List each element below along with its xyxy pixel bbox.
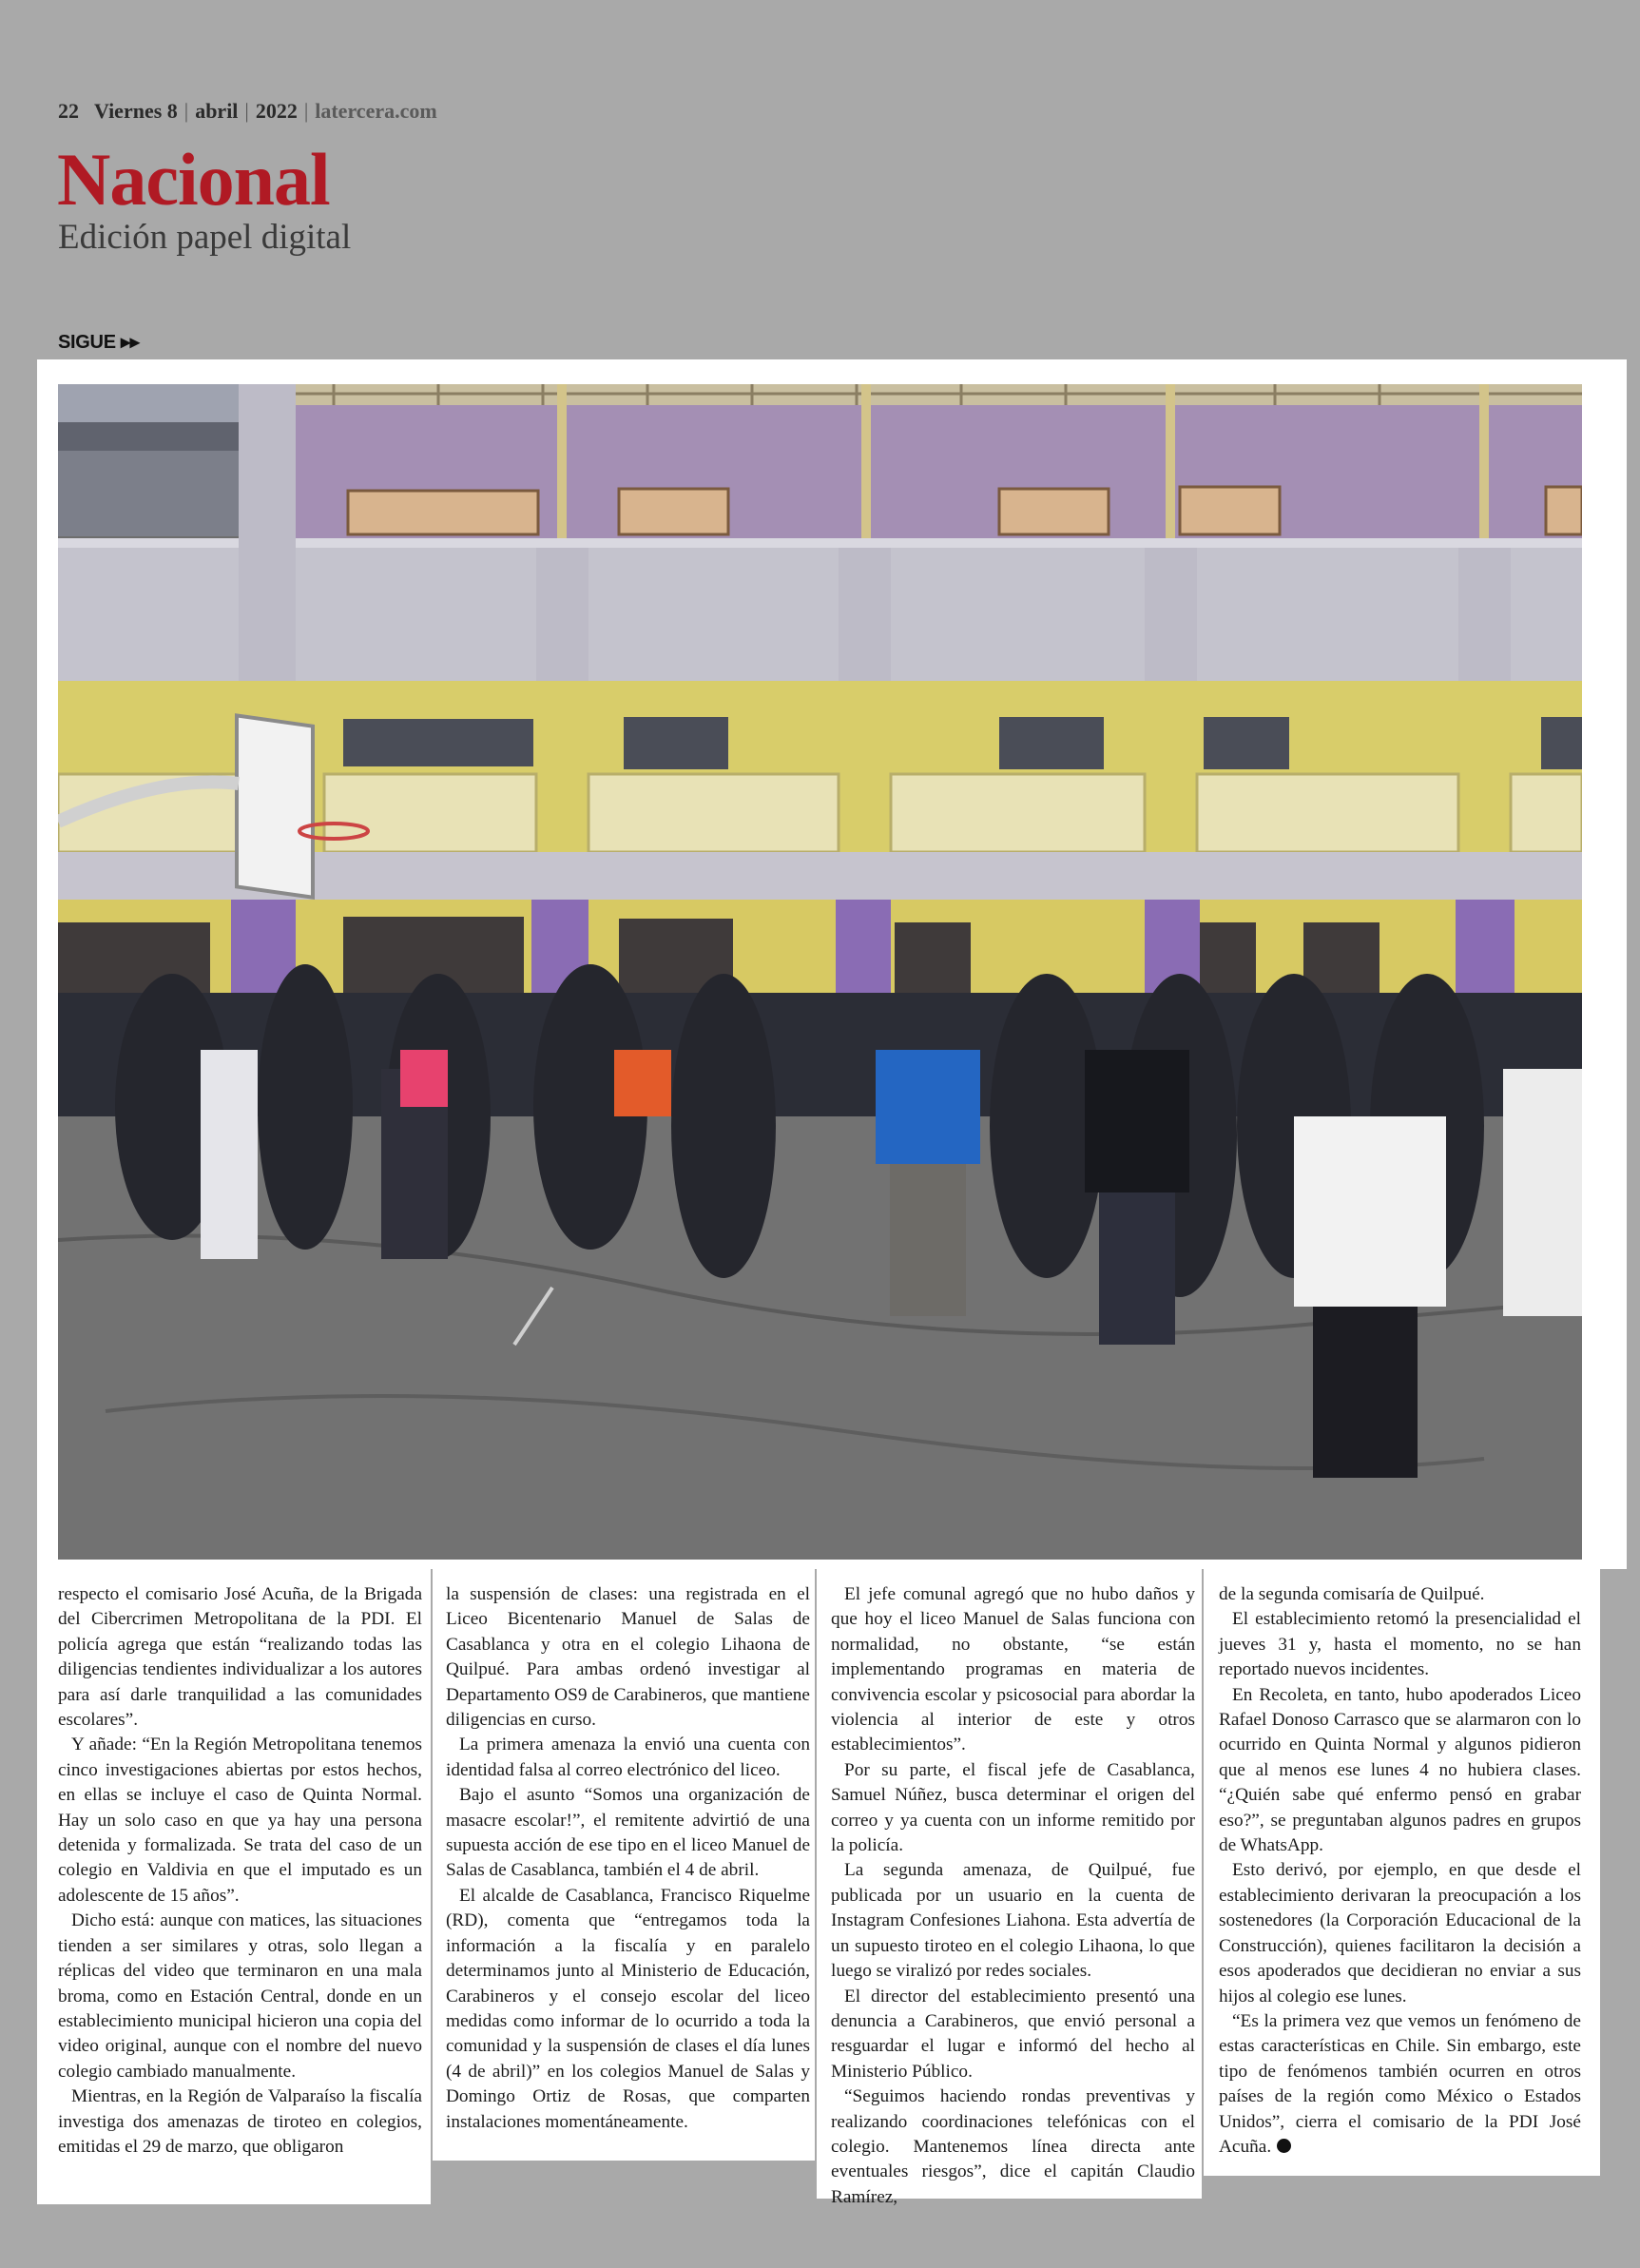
paragraph: La primera amenaza la envió una cuenta con identidad falsa al correo electrónico del liceo. bbox=[446, 1735, 810, 1780]
paragraph: El director del establecimiento presentó una denuncia a Carabineros, que envió personal a resguardar el lugar e informó del hecho al Ministerio Público. bbox=[831, 1986, 1195, 2082]
paragraph: Y añade: “En la Región Metropolitana tenemos cinco investigaciones abiertas por estos hechos, en ellas se incluye el caso de Quinta Normal. Hay un solo caso en que ya hay una persona detenida y formalizada. Se trata del caso de un colegio en Valdivia en que el imputado es un adolescente de 15 años”. bbox=[58, 1735, 422, 1906]
divider: | bbox=[183, 99, 189, 123]
article-column-4 bbox=[1219, 1582, 1581, 2160]
article-column-2 bbox=[446, 1582, 810, 2135]
paragraph: respecto el comisario José Acuña, de la Brigada del Cibercrimen Metropolitana de la PDI. El policía agrega que están “realizando todas las diligencias tendientes individualizar a los autores para así darle tranquilidad a las comunidades escolares”. bbox=[58, 1584, 422, 1731]
paragraph: Esto derivó, por ejemplo, en que desde el establecimiento derivaran la preocupación a los sostenedores (la Corporación Educacional de la Construcción), quienes facilitaron la decisión a esos apoderados que decidieran no enviar a sus hijos al colegio ese lunes. bbox=[1219, 1860, 1581, 2006]
issue-year: 2022 bbox=[255, 99, 298, 123]
page-number: 22 bbox=[58, 99, 79, 123]
continue-label: SIGUE ▸▸ bbox=[58, 332, 140, 353]
section-title: Nacional bbox=[57, 138, 330, 221]
site-link[interactable]: latercera.com bbox=[315, 99, 437, 123]
paragraph: Bajo el asunto “Somos una organización de masacre escolar!”, el remitente advirtió de una supuesta acción de ese tipo en el liceo Manuel de Salas de Casablanca, también el 4 de abril. bbox=[446, 1785, 810, 1881]
issue-day: Viernes 8 bbox=[94, 99, 178, 123]
paragraph: “Seguimos haciendo rondas preventivas y realizando coordinaciones telefónicas con el colegio. Mantenemos línea directa ante eventuales riesgos”, dice el capitán Claudio Ramírez, bbox=[831, 2086, 1195, 2207]
paragraph: El alcalde de Casablanca, Francisco Riquelme (RD), comenta que “entregamos toda la información a la fiscalía y en paralelo determinamos junto al Ministerio de Educación, Carabineros y el consejo escolar del liceo medidas como informar de lo ocurrido a toda la comunidad y la suspensión de clases el día lunes (4 de abril)” en los colegios Manuel de Salas y Domingo Ortiz de Rosas, que comparten instalaciones momentáneamente. bbox=[446, 1885, 810, 2132]
paragraph: Mientras, en la Región de Valparaíso la fiscalía investiga dos amenazas de tiroteo en colegios, emitidas el 29 de marzo, que obligaron bbox=[58, 2086, 422, 2157]
paragraph: En Recoleta, en tanto, hubo apoderados Liceo Rafael Donoso Carrasco que se alarmaron con lo ocurrido en Quinta Normal y algunos pidieron que al menos ese lunes 4 no hubiera clases. “¿Quién sabe qué enfermo pensó en grabar eso?”, se preguntaban algunos padres en grupos de WhatsApp. bbox=[1219, 1684, 1581, 1856]
divider: | bbox=[303, 99, 309, 123]
issue-month: abril bbox=[195, 99, 239, 123]
paragraph: La segunda amenaza, de Quilpué, fue publicada por un usuario en la cuenta de Instagram Confesiones Liahona. Esta advertía de un supuesto tiroteo en el colegio Lihaona, lo que luego se viralizó por redes sociales. bbox=[831, 1860, 1195, 1982]
school-courtyard-photo bbox=[58, 384, 1582, 1560]
paragraph: El establecimiento retomó la presencialidad el jueves 31 y, hasta el momento, no se han reportado nuevos incidentes. bbox=[1219, 1609, 1581, 1680]
paragraph: Dicho está: aunque con matices, las situaciones tienden a ser similares y otras, solo llegan a réplicas del video que terminaron en una mala broma, como en Estación Central, donde en un establecimiento municipal hicieron una copia del video original, aunque con el nombre del nuevo colegio cambiado manualmente. bbox=[58, 1910, 422, 2082]
paragraph-final bbox=[1219, 2009, 1581, 2160]
paragraph: Por su parte, el fiscal jefe de Casablanca, Samuel Núñez, busca determinar el origen del correo y ya cuenta con un informe remitido por la policía. bbox=[831, 1759, 1195, 1856]
paragraph-text: “Es la primera vez que vemos un fenómeno de estas características en Chile. Sin embargo, este tipo de fenómenos también ocurren en otros países de la región como México o Estados Unidos”, cierra el comisario de la PDI José Acuña. bbox=[1219, 2010, 1581, 2157]
article-column-3 bbox=[831, 1582, 1195, 2210]
divider: | bbox=[244, 99, 249, 123]
paragraph: de la segunda comisaría de Quilpué. bbox=[1219, 1584, 1485, 1604]
section-subtitle: Edición papel digital bbox=[58, 218, 352, 257]
end-of-article-icon bbox=[1277, 2139, 1291, 2153]
article-column-1 bbox=[58, 1582, 422, 2160]
folio bbox=[58, 99, 437, 124]
paragraph: El jefe comunal agregó que no hubo daños y que hoy el liceo Manuel de Salas funciona con normalidad, no obstante, “se están implementando programas en materia de convivencia escolar y psicosocial para abordar la violencia al interior de este y otros establecimientos”. bbox=[831, 1584, 1195, 1755]
paragraph: la suspensión de clases: una registrada en el Liceo Bicentenario Manuel de Salas de Casablanca y otra en el colegio Lihaona de Quilpué. Para ambas ordenó investigar al Departamento OS9 de Carabineros, que mantiene diligencias en curso. bbox=[446, 1584, 810, 1731]
